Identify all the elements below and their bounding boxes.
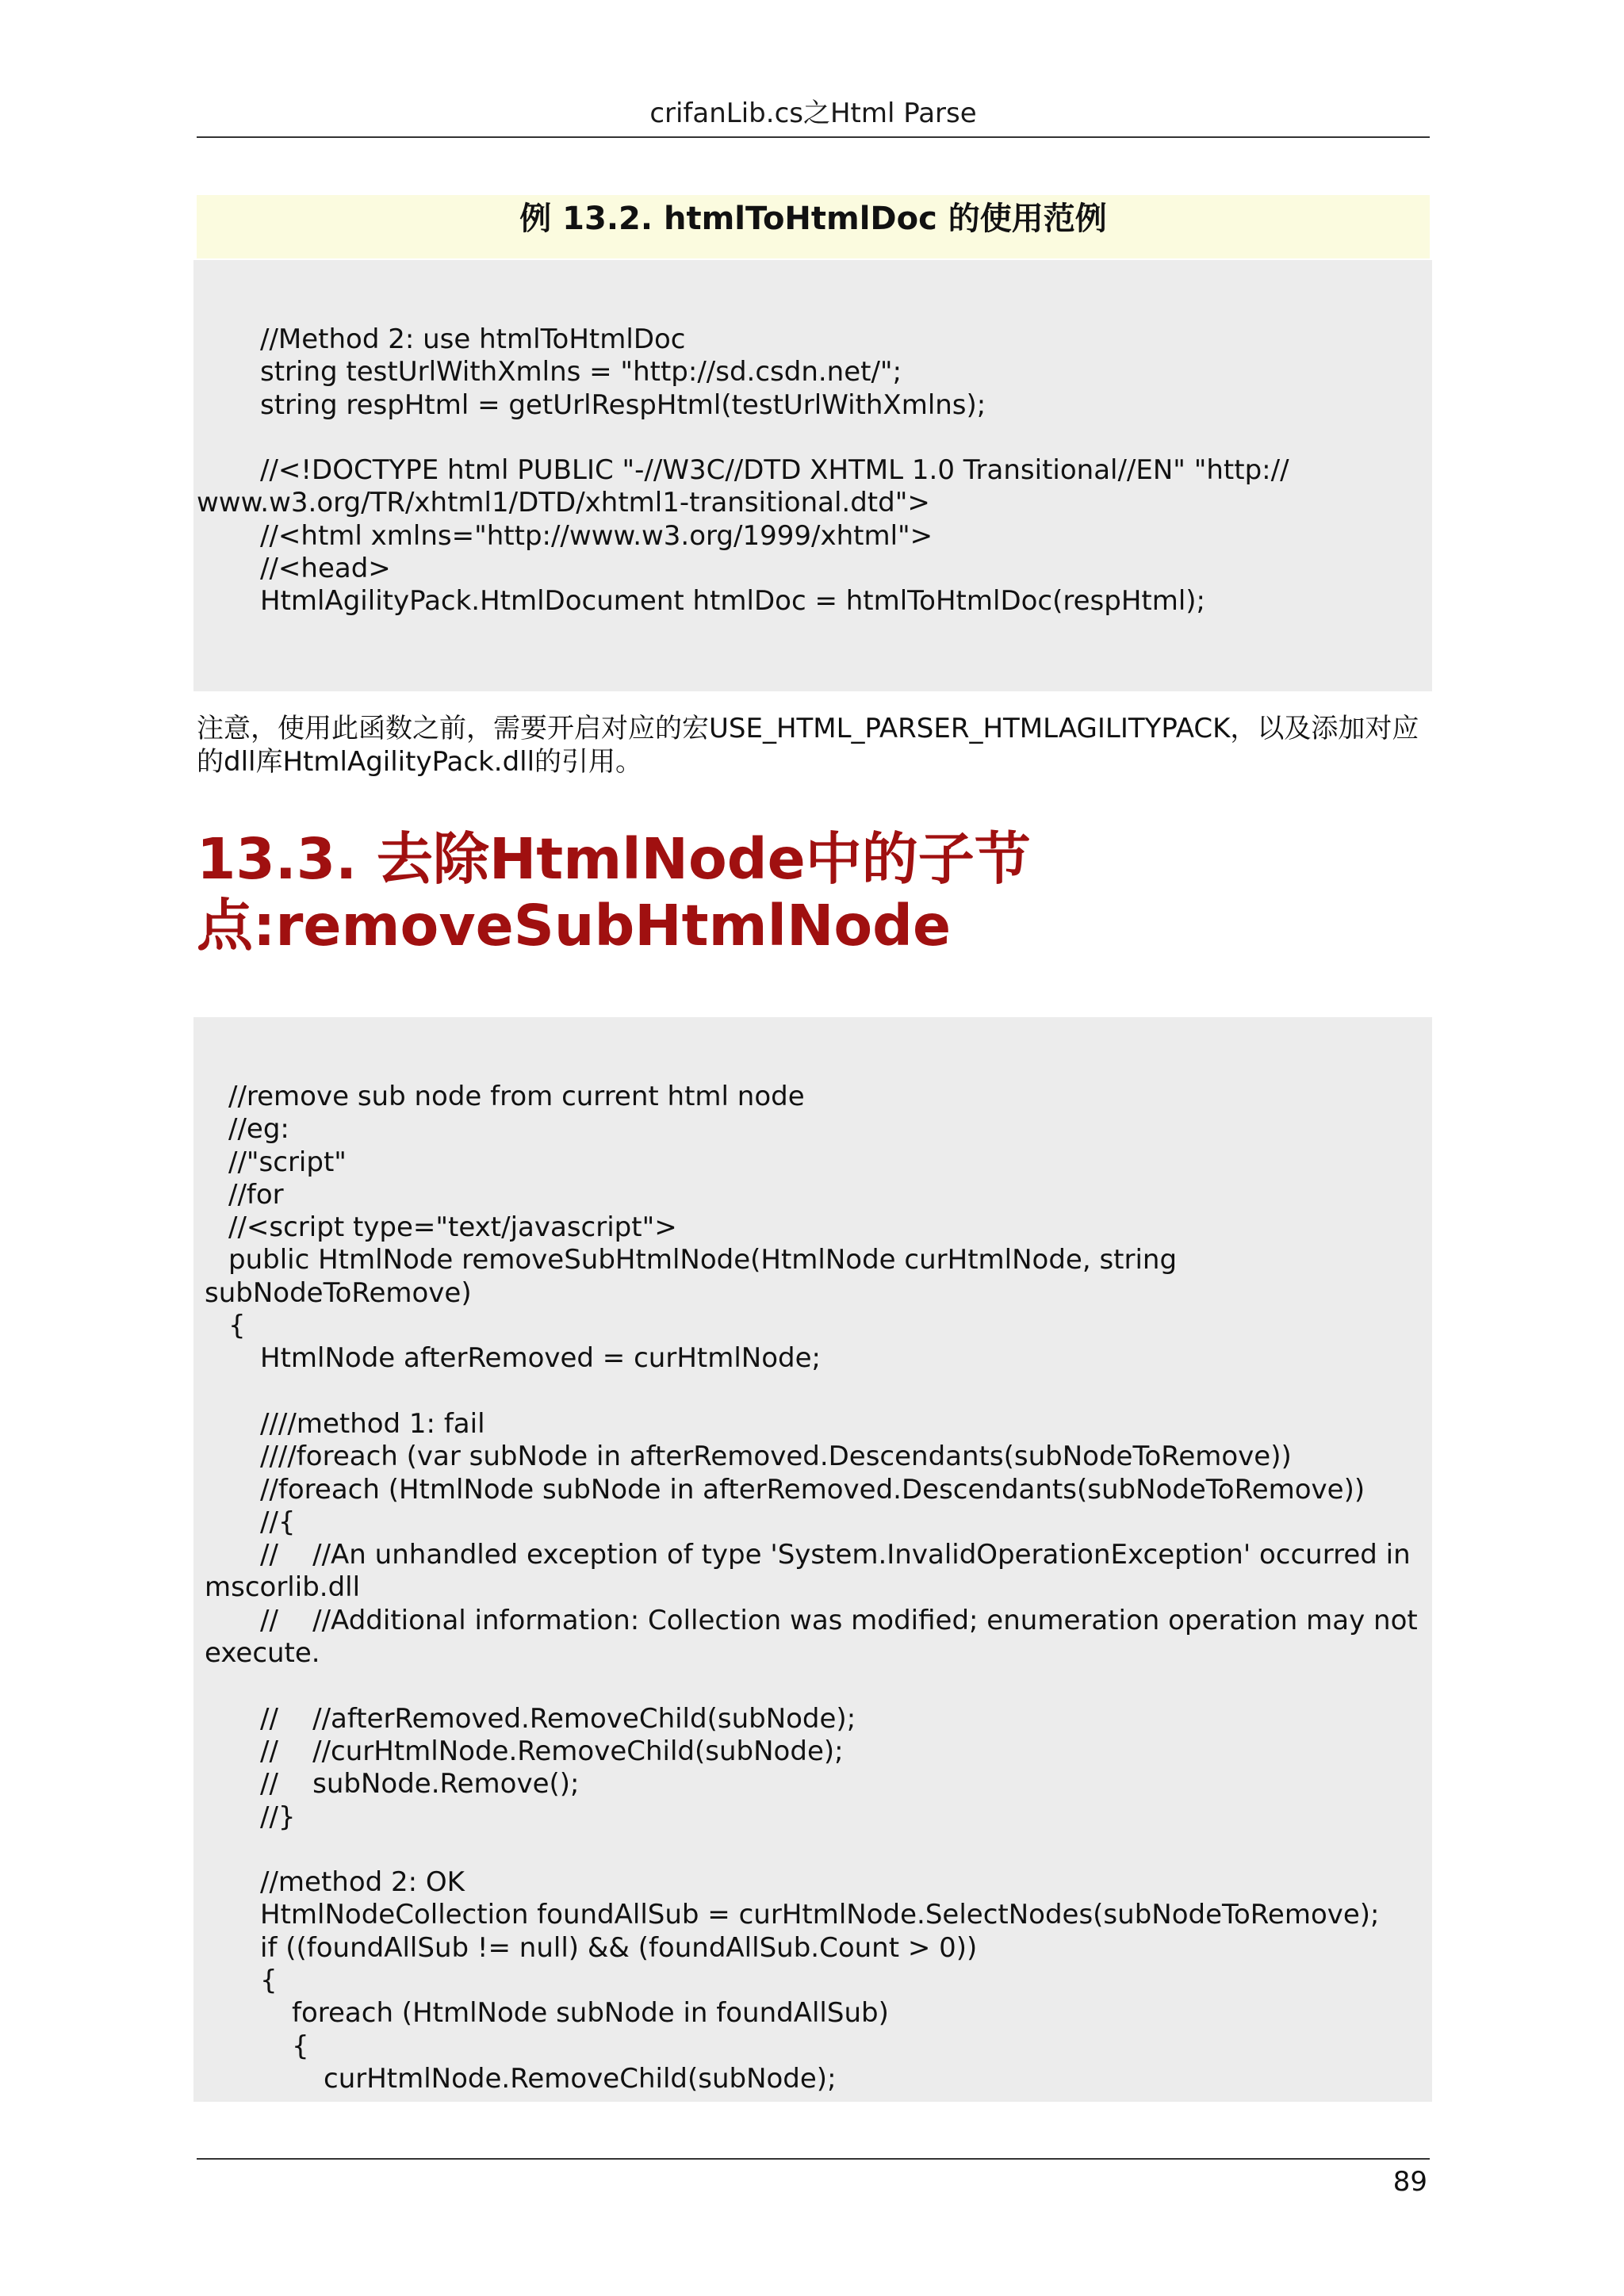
code-line xyxy=(193,422,1432,454)
code-line: HtmlNodeCollection foundAllSub = curHtmlNode.SelectNodes(subNodeToRemove); xyxy=(260,1899,1380,1931)
code-line xyxy=(193,1376,1432,1408)
code-line: subNodeToRemove) xyxy=(205,1276,472,1309)
code-line: //<html xmlns="http://www.w3.org/1999/xhtml"> xyxy=(260,519,933,552)
code-line: public HtmlNode removeSubHtmlNode(HtmlNode curHtmlNode, string xyxy=(228,1244,1178,1276)
code-line: string testUrlWithXmlns = "http://sd.csdn.net/"; xyxy=(260,356,902,388)
section-heading xyxy=(197,826,1148,959)
code-line: //{ xyxy=(260,1506,296,1538)
code-line: //Method 2: use htmlToHtmlDoc xyxy=(260,323,686,355)
code-line: ////foreach (var subNode in afterRemoved.Descendants(subNodeToRemove)) xyxy=(260,1441,1292,1473)
code-line: mscorlib.dll xyxy=(205,1571,361,1604)
code-line: { xyxy=(292,2030,309,2062)
code-line xyxy=(193,1834,1432,1866)
code-line xyxy=(193,1670,1432,1702)
code-line: // //An unhandled exception of type 'System.InvalidOperationException' occurred in xyxy=(260,1539,1411,1571)
code-line: //"script" xyxy=(228,1146,347,1178)
note-paragraph: 注意，使用此函数之前，需要开启对应的宏USE_HTML_PARSER_HTMLAGILITYPACK，以及添加对应的dll库HtmlAgilityPack.dll的引用。 xyxy=(197,713,1419,778)
code-line: HtmlNode afterRemoved = curHtmlNode; xyxy=(260,1342,821,1375)
code-line: www.w3.org/TR/xhtml1/DTD/xhtml1-transitional.dtd"> xyxy=(197,487,930,519)
code-line: if ((foundAllSub != null) && (foundAllSub.Count > 0)) xyxy=(260,1931,978,1964)
header-title: crifanLib.cs之Html Parse xyxy=(649,98,977,129)
example-title: 例 13.2. htmlToHtmlDoc 的使用范例 xyxy=(197,195,1430,258)
code-line: // //Additional information: Collection was modified; enumeration operation may not xyxy=(260,1604,1418,1636)
code-line: //eg: xyxy=(228,1113,289,1146)
code-line: //<script type="text/javascript"> xyxy=(228,1211,677,1244)
code-block-remove-sub-html-node xyxy=(193,1017,1432,2102)
code-line: // //curHtmlNode.RemoveChild(subNode); xyxy=(260,1735,844,1767)
code-block-example xyxy=(193,260,1432,691)
code-line: HtmlAgilityPack.HtmlDocument htmlDoc = htmlToHtmlDoc(respHtml); xyxy=(260,585,1206,618)
code-line: string respHtml = getUrlRespHtml(testUrlWithXmlns); xyxy=(260,388,986,421)
code-line: //for xyxy=(228,1178,284,1211)
code-line: curHtmlNode.RemoveChild(subNode); xyxy=(324,2062,837,2095)
page-number: 89 xyxy=(1392,2166,1427,2198)
code-line: ////method 1: fail xyxy=(260,1407,485,1440)
code-line: foreach (HtmlNode subNode in foundAllSub) xyxy=(292,1997,889,2030)
code-line: //method 2: OK xyxy=(260,1866,465,1899)
code-line: execute. xyxy=(205,1637,320,1670)
page-header xyxy=(197,94,1430,138)
footer-rule xyxy=(197,2158,1430,2160)
code-line: // subNode.Remove(); xyxy=(260,1768,580,1800)
code-line: //foreach (HtmlNode subNode in afterRemoved.Descendants(subNodeToRemove)) xyxy=(260,1473,1365,1506)
code-line: //remove sub node from current html node xyxy=(228,1081,805,1112)
code-line: //<!DOCTYPE html PUBLIC "-//W3C//DTD XHTML 1.0 Transitional//EN" "http:// xyxy=(260,454,1289,487)
code-line: //} xyxy=(260,1800,296,1833)
section-heading-line-2: 点:removeSubHtmlNode xyxy=(197,893,952,959)
section-heading-line-1: 13.3. 去除HtmlNode中的子节 xyxy=(197,826,1031,892)
code-line: { xyxy=(260,1965,278,1997)
code-line: // //afterRemoved.RemoveChild(subNode); xyxy=(260,1702,856,1735)
code-line: //<head> xyxy=(260,553,391,585)
code-line: { xyxy=(228,1310,246,1342)
